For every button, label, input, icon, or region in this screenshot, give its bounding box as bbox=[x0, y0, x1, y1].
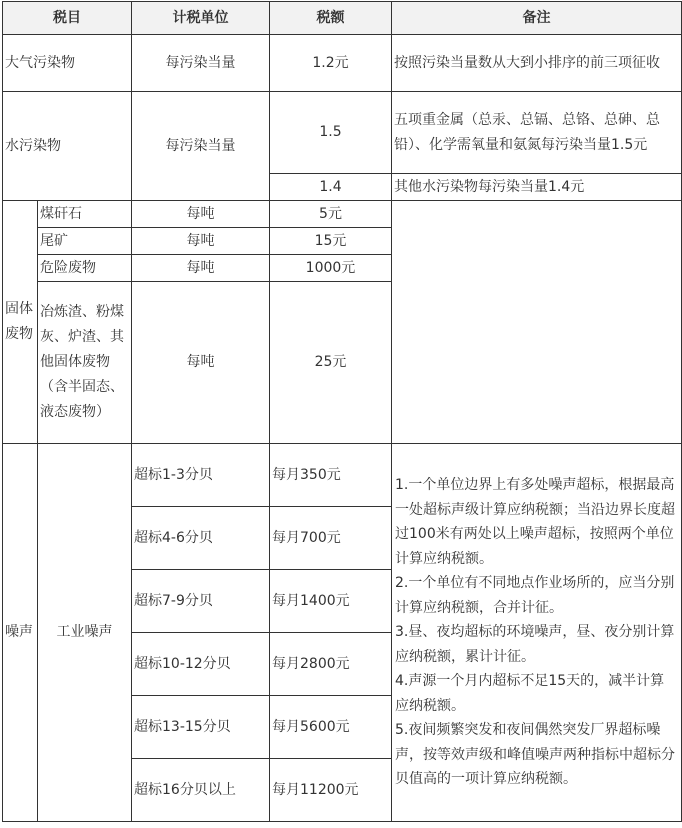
header-remark: 备注 bbox=[392, 2, 682, 35]
noise-amount: 每月1400元 bbox=[270, 570, 392, 633]
noise-amount: 每月5600元 bbox=[270, 696, 392, 759]
noise-note: 1.一个单位边界上有多处噪声超标，根据最高一处超标声级计算应纳税额；当沿边界长度超过100米有两处以上噪声超标，按照两个单位计算应纳税额。 bbox=[395, 477, 675, 567]
solid-name: 冶炼渣、粉煤灰、炉渣、其他固体废物（含半固态、液态废物） bbox=[38, 282, 132, 444]
water-remark-1: 五项重金属（总汞、总镉、总铬、总砷、总铅）、化学需氧量和氨氮每污染当量1.5元 bbox=[392, 92, 682, 174]
water-remark-2: 其他水污染物每污染当量1.4元 bbox=[392, 174, 682, 201]
noise-note: 2.一个单位有不同地点作业场所的，应当分别计算应纳税额，合并计征。 bbox=[395, 575, 675, 616]
table-row bbox=[3, 92, 682, 174]
noise-amount: 每月11200元 bbox=[270, 759, 392, 822]
noise-notes bbox=[392, 444, 682, 822]
header-row bbox=[3, 2, 682, 35]
header-unit: 计税单位 bbox=[132, 2, 270, 35]
noise-level: 超标1-3分贝 bbox=[132, 444, 270, 507]
air-amount: 1.2元 bbox=[270, 35, 392, 92]
noise-note: 3.昼、夜均超标的环境噪声，昼、夜分别计算应纳税额，累计计征。 bbox=[395, 624, 675, 665]
noise-category: 噪声 bbox=[3, 444, 38, 822]
solid-amount: 5元 bbox=[270, 201, 392, 228]
solid-amount: 15元 bbox=[270, 228, 392, 255]
table-row bbox=[3, 35, 682, 92]
noise-level: 超标16分贝以上 bbox=[132, 759, 270, 822]
noise-amount: 每月700元 bbox=[270, 507, 392, 570]
table-row bbox=[3, 201, 682, 228]
noise-note: 4.声源一个月内超标不足15天的，减半计算应纳税额。 bbox=[395, 673, 665, 714]
noise-sub: 工业噪声 bbox=[38, 444, 132, 822]
table-row bbox=[3, 444, 682, 507]
solid-unit: 每吨 bbox=[132, 201, 270, 228]
solid-name: 危险废物 bbox=[38, 255, 132, 282]
header-amount: 税额 bbox=[270, 2, 392, 35]
water-unit: 每污染当量 bbox=[132, 92, 270, 201]
noise-note: 5.夜间频繁突发和夜间偶然突发厂界超标噪声，按等效声级和峰值噪声两种指标中超标分贝值高的一项计算应纳税额。 bbox=[395, 722, 675, 788]
solid-remark bbox=[392, 201, 682, 444]
air-remark: 按照污染当量数从大到小排序的前三项征收 bbox=[392, 35, 682, 92]
air-unit: 每污染当量 bbox=[132, 35, 270, 92]
water-amount-2: 1.4 bbox=[270, 174, 392, 201]
solid-amount: 1000元 bbox=[270, 255, 392, 282]
solid-name: 尾矿 bbox=[38, 228, 132, 255]
solid-category: 固体废物 bbox=[3, 201, 38, 444]
water-name: 水污染物 bbox=[3, 92, 132, 201]
noise-level: 超标10-12分贝 bbox=[132, 633, 270, 696]
noise-level: 超标4-6分贝 bbox=[132, 507, 270, 570]
solid-unit: 每吨 bbox=[132, 282, 270, 444]
noise-amount: 每月2800元 bbox=[270, 633, 392, 696]
tax-table bbox=[2, 1, 682, 822]
solid-unit: 每吨 bbox=[132, 228, 270, 255]
water-amount-1: 1.5 bbox=[270, 92, 392, 174]
noise-amount: 每月350元 bbox=[270, 444, 392, 507]
solid-name: 煤矸石 bbox=[38, 201, 132, 228]
air-name: 大气污染物 bbox=[3, 35, 132, 92]
noise-level: 超标7-9分贝 bbox=[132, 570, 270, 633]
noise-level: 超标13-15分贝 bbox=[132, 696, 270, 759]
solid-amount: 25元 bbox=[270, 282, 392, 444]
header-item: 税目 bbox=[3, 2, 132, 35]
solid-unit: 每吨 bbox=[132, 255, 270, 282]
